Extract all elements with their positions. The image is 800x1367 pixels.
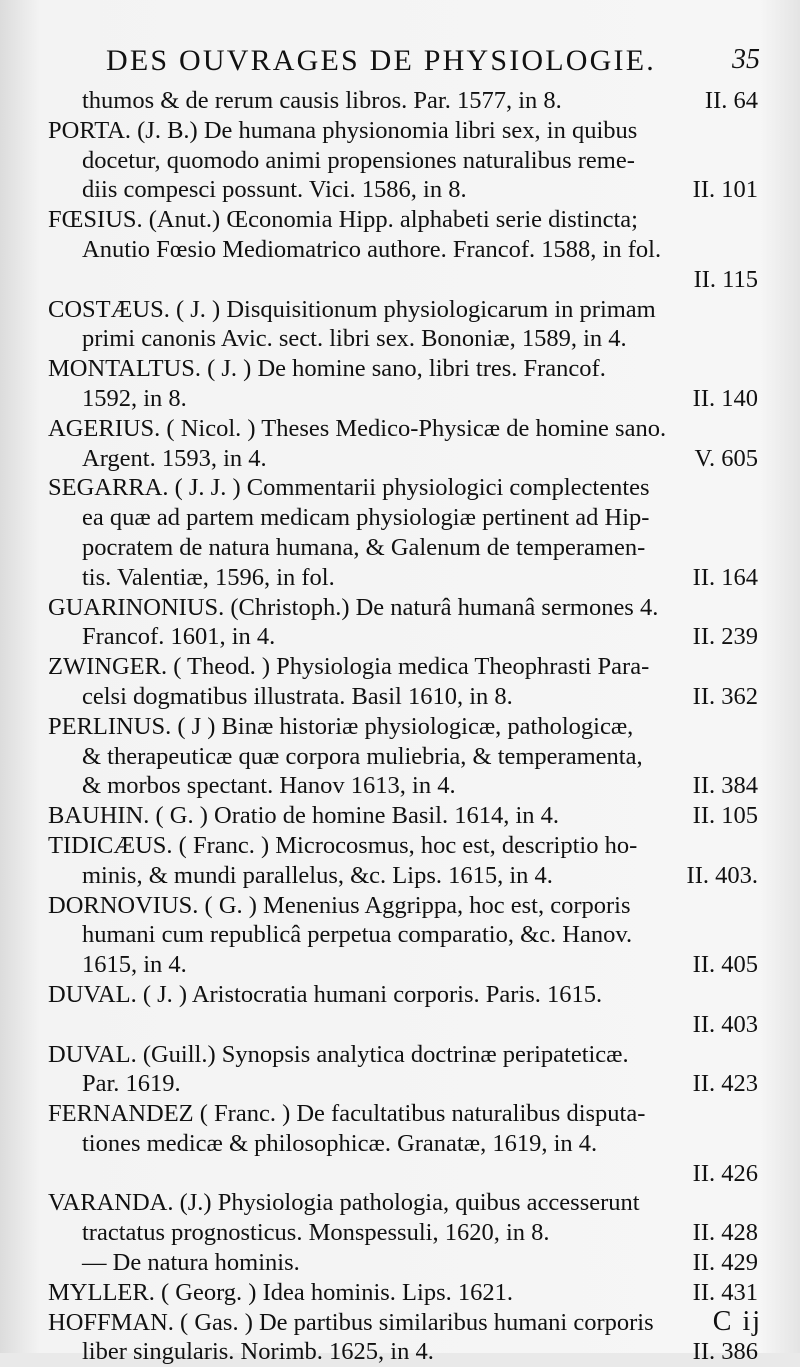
- entry-text: tis. Valentiæ, 1596, in fol.: [82, 563, 335, 591]
- volume-page-reference: II. 105: [692, 802, 758, 830]
- entry-first-line: [48, 1099, 758, 1129]
- running-title: DES OUVRAGES DE PHYSIOLOGIE.: [106, 44, 656, 77]
- volume-page-reference: II. 164: [692, 563, 758, 591]
- volume-page-reference: II. 403: [692, 1010, 758, 1038]
- entry-text: & therapeuticæ quæ corpora muliebria, & temperamenta,: [82, 742, 643, 770]
- entry-first-line: [48, 1040, 758, 1070]
- entry-first-line: [48, 593, 758, 623]
- entry-continuation-line: [48, 563, 758, 593]
- entry-continuation-line: [48, 1337, 758, 1367]
- entry-text: DUVAL. (Guill.) Synopsis analytica doctrinæ peripateticæ.: [48, 1040, 629, 1068]
- entry-first-line: [48, 652, 758, 682]
- volume-page-reference: II. 386: [692, 1338, 758, 1366]
- entry-text: ea quæ ad partem medicam physiologiæ pertinent ad Hip-: [82, 504, 650, 532]
- entry-first-line: [48, 831, 758, 861]
- entry-first-line: [48, 354, 758, 384]
- entry-first-line: [48, 1188, 758, 1218]
- entry-text: HOFFMAN. ( Gas. ) De partibus similaribus humani corporis: [48, 1308, 654, 1336]
- entry-text: liber singularis. Norimb. 1625, in 4.: [82, 1338, 434, 1366]
- entry-continuation-line: [48, 444, 758, 474]
- entry-first-line: [48, 414, 758, 444]
- entry-text: VARANDA. (J.) Physiologia pathologia, quibus accesserunt: [48, 1189, 640, 1217]
- entry-text: DORNOVIUS. ( G. ) Menenius Aggrippa, hoc est, corporis: [48, 891, 631, 919]
- entry-continuation-line: [48, 86, 758, 116]
- entry-first-line: [48, 801, 758, 831]
- entry-first-line: [48, 295, 758, 325]
- volume-page-reference: II. 115: [693, 265, 758, 293]
- entry-text: ZWINGER. ( Theod. ) Physiologia medica Theophrasti Para-: [48, 653, 650, 681]
- entry-text: pocratem de natura humana, & Galenum de temperamen-: [82, 533, 646, 561]
- volume-page-reference: II. 101: [692, 176, 758, 204]
- entry-text: MONTALTUS. ( J. ) De homine sano, libri tres. Francof.: [48, 355, 606, 383]
- entry-text: FŒSIUS. (Anut.) Œconomia Hipp. alphabeti serie distincta;: [48, 206, 638, 234]
- entry-text: DUVAL. ( J. ) Aristocratia humani corporis. Paris. 1615.: [48, 980, 603, 1008]
- volume-page-reference: II. 384: [692, 772, 758, 800]
- entry-first-line: [48, 712, 758, 742]
- entry-text: COSTÆUS. ( J. ) Disquisitionum physiologicarum in primam: [48, 295, 656, 323]
- entry-continuation-line: [48, 771, 758, 801]
- volume-page-reference: II. 426: [692, 1159, 758, 1187]
- entry-text: GUARINONIUS. (Christoph.) De naturâ humanâ sermones 4.: [48, 593, 659, 621]
- entry-text: AGERIUS. ( Nicol. ) Theses Medico-Physicæ de homine sano.: [48, 414, 667, 442]
- entry-continuation-line: [48, 503, 758, 533]
- entry-continuation-line: [48, 235, 758, 265]
- entry-continuation-line: [48, 146, 758, 176]
- entry-continuation-line: [48, 1218, 758, 1248]
- entry-text: SEGARRA. ( J. J. ) Commentarii physiologici complectentes: [48, 474, 650, 502]
- volume-page-reference: II. 403.: [686, 861, 758, 889]
- entry-first-line: [48, 1278, 758, 1308]
- entry-continuation-line: [48, 742, 758, 772]
- entry-text: Anutio Fœsio Mediomatrico authore. Francof. 1588, in fol.: [82, 235, 662, 263]
- entry-continuation-line: [48, 324, 758, 354]
- entry-text: tractatus prognosticus. Monspessuli, 1620, in 8.: [82, 1219, 550, 1247]
- entry-text: Argent. 1593, in 4.: [82, 444, 267, 472]
- entry-continuation-line: [48, 384, 758, 414]
- entry-first-line: [48, 473, 758, 503]
- volume-page-reference: II. 429: [692, 1249, 758, 1277]
- volume-page-reference: II. 64: [704, 87, 758, 114]
- entry-text: humani cum republicâ perpetua comparatio, &c. Hanov.: [82, 921, 633, 949]
- volume-page-reference: V. 605: [694, 444, 758, 472]
- entry-text: docetur, quomodo animi propensiones naturalibus reme-: [82, 146, 635, 174]
- entry-continuation-line: [48, 265, 758, 295]
- entry-text: BAUHIN. ( G. ) Oratio de homine Basil. 1614, in 4.: [48, 802, 560, 830]
- printer-signature: C ij: [712, 1306, 762, 1337]
- volume-page-reference: II. 431: [692, 1278, 758, 1306]
- volume-page-reference: II. 428: [692, 1219, 758, 1247]
- volume-page-reference: II. 362: [692, 682, 758, 710]
- entry-continuation-line: [48, 1129, 758, 1159]
- entry-text: — De natura hominis.: [82, 1249, 300, 1277]
- volume-page-reference: II. 405: [692, 951, 758, 979]
- entry-continuation-line: [48, 920, 758, 950]
- entry-text: PERLINUS. ( J ) Binæ historiæ physiologicæ, pathologicæ,: [48, 712, 634, 740]
- volume-page-reference: II. 140: [692, 384, 758, 412]
- entry-first-line: [48, 116, 758, 146]
- entry-text: 1615, in 4.: [82, 951, 187, 979]
- entry-text: primi canonis Avic. sect. libri sex. Bononiæ, 1589, in 4.: [82, 325, 627, 353]
- entry-text: thumos & de rerum causis libros. Par. 1577, in 8.: [82, 87, 562, 114]
- entry-continuation-line: [48, 861, 758, 891]
- entry-continuation-line: [48, 950, 758, 980]
- bibliography-list: [48, 86, 758, 1367]
- entry-text: PORTA. (J. B.) De humana physionomia libri sex, in quibus: [48, 116, 638, 144]
- entry-first-line: [48, 980, 758, 1010]
- entry-text: tiones medicæ & philosophicæ. Granatæ, 1619, in 4.: [82, 1129, 598, 1157]
- entry-text: FERNANDEZ ( Franc. ) De facultatibus naturalibus disputa-: [48, 1100, 646, 1128]
- entry-continuation-line: [48, 1010, 758, 1040]
- entry-text: celsi dogmatibus illustrata. Basil 1610, in 8.: [82, 682, 513, 710]
- entry-continuation-line: [48, 682, 758, 712]
- entry-continuation-line: [48, 533, 758, 563]
- entry-continuation-line: [48, 1248, 758, 1278]
- volume-page-reference: II. 239: [692, 623, 758, 651]
- entry-continuation-line: [48, 175, 758, 205]
- volume-page-reference: II. 423: [692, 1070, 758, 1098]
- entry-text: Par. 1619.: [82, 1070, 181, 1098]
- entry-continuation-line: [48, 1069, 758, 1099]
- entry-first-line: [48, 1308, 758, 1338]
- entry-text: TIDICÆUS. ( Franc. ) Microcosmus, hoc est, descriptio ho-: [48, 831, 638, 859]
- entry-continuation-line: [48, 622, 758, 652]
- entry-text: 1592, in 8.: [82, 384, 187, 412]
- page-header: [100, 44, 760, 84]
- entry-continuation-line: [48, 1159, 758, 1189]
- entry-text: diis compesci possunt. Vici. 1586, in 8.: [82, 176, 467, 204]
- entry-text: minis, & mundi parallelus, &c. Lips. 1615, in 4.: [82, 861, 553, 889]
- entry-first-line: [48, 891, 758, 921]
- entry-first-line: [48, 205, 758, 235]
- page-number: 35: [732, 44, 760, 75]
- entry-text: MYLLER. ( Georg. ) Idea hominis. Lips. 1621.: [48, 1278, 513, 1306]
- entry-text: & morbos spectant. Hanov 1613, in 4.: [82, 772, 456, 800]
- entry-text: Francof. 1601, in 4.: [82, 623, 276, 651]
